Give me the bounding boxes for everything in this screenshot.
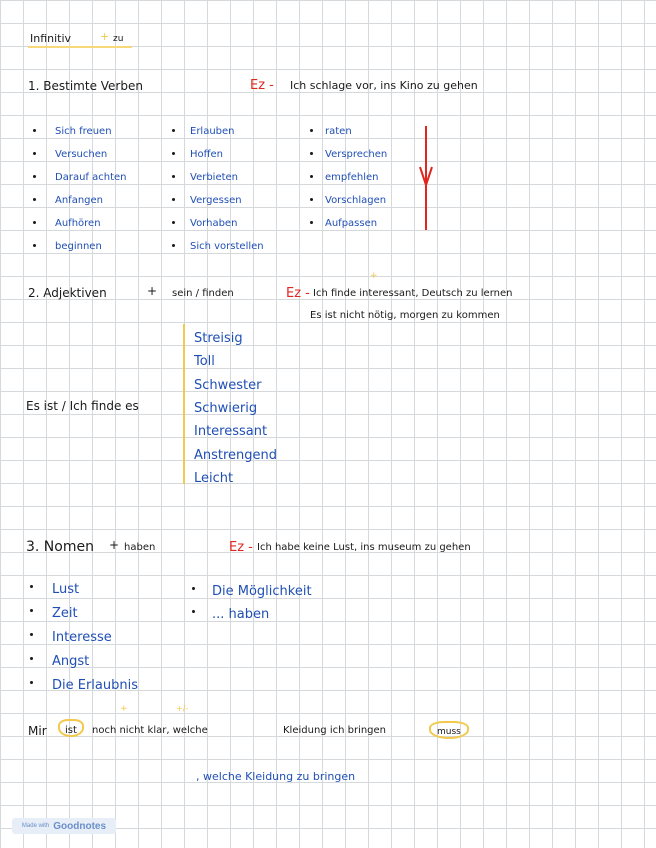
section2-heading-plus: + [147,284,158,298]
section1-list-item: Versprechen [325,149,388,160]
section3-heading: 3. Nomen [26,539,94,555]
section1-list-item: Vorschlagen [325,195,387,206]
section1-list-item: Hoffen [190,149,224,160]
section1-list-item: beginnen [55,241,102,252]
section1-example: Ich schlage vor, ins Kino zu gehen [290,79,478,92]
section3-list-item: Die Möglichkeit [212,584,312,599]
bullet-icon [310,221,313,224]
section1-example-marker: Ez - [250,78,274,93]
bullet-icon [172,129,175,132]
section1-list-item: Aufhören [55,218,101,229]
bullet-icon [30,681,33,684]
section2-example2: Es ist nicht nötig, morgen zu kommen [310,310,500,321]
section1-list-item: Vergessen [190,195,242,206]
red-arrow-icon [418,165,434,187]
title-suffix: zu [113,34,124,44]
bullet-icon [33,221,36,224]
bullet-icon [30,585,33,588]
section1-list-item: Sich freuen [55,126,112,137]
bullet-icon [30,657,33,660]
goodnotes-badge[interactable] [12,818,116,834]
section1-list-item: Anfangen [55,195,104,206]
section3-list-item: Zeit [52,606,78,621]
bullet-icon [310,152,313,155]
bullet-icon [172,244,175,247]
bullet-icon [33,175,36,178]
highlight-plus-mark: + [370,271,378,281]
bullet-icon [172,198,175,201]
bullet-icon [192,587,195,590]
section1-list-item: raten [325,126,352,137]
section1-list-item: Erlauben [190,126,235,137]
section1-list-item: Sich vorstellen [190,241,264,252]
footer-word-mir: Mir [28,724,47,738]
section1-list-item: empfehlen [325,172,379,183]
section3-heading-plus: + [109,538,120,552]
section1-list-item: Vorhaben [190,218,238,229]
bullet-icon [172,152,175,155]
page-title: Infinitiv [30,32,72,45]
section1-list-item: Verbieten [190,172,239,183]
section3-list-item: ... haben [212,607,270,622]
section2-example1: Ich finde interessant, Deutsch zu lernen [313,288,513,299]
section3-list-item: Angst [52,654,90,669]
adjective-item: Streisig [194,331,243,346]
highlight-mark-3: +/- [176,704,189,713]
section2-heading-rest: sein / finden [172,288,234,299]
section1-list-item: Versuchen [55,149,108,160]
bullet-icon [310,129,313,132]
section2-example-marker: Ez - [286,286,310,301]
bullet-icon [30,633,33,636]
section1-heading: 1. Bestimte Verben [28,79,143,93]
footer-text-part4: Kleidung ich bringen [283,725,387,736]
section3-list-item: Interesse [52,630,112,645]
bullet-icon [33,129,36,132]
adjective-item: Anstrengend [194,447,278,463]
footer-rewrite: , welche Kleidung zu bringen [196,770,356,783]
bullet-icon [33,244,36,247]
bullet-icon [33,198,36,201]
section3-list-item: Die Erlaubnis [52,678,139,693]
bullet-icon [30,609,33,612]
footer-text-part3: noch nicht klar, welche [92,725,208,736]
bullet-icon [310,198,313,201]
adjective-item: Schwester [194,377,262,393]
footer-word-ist: ist [65,725,77,736]
highlight-plus-mark-2: + [120,704,128,714]
badge-small-text: Made with [21,823,50,829]
bullet-icon [172,175,175,178]
title-underline [28,46,132,48]
section2-left-label: Es ist / Ich finde es [26,399,139,413]
bullet-icon [33,152,36,155]
badge-brand-text: Goodnotes [53,820,107,832]
footer-word-muss: muss [437,727,461,737]
adjective-item: Leicht [194,470,234,486]
adjective-item: Schwierig [194,400,258,416]
bullet-icon [192,610,195,613]
section3-heading-rest: haben [124,542,156,553]
bullet-icon [310,175,313,178]
section1-list-item: Darauf achten [55,172,127,183]
adjectives-bracket-line [183,324,185,484]
section2-heading: 2. Adjektiven [28,286,107,300]
bullet-icon [172,221,175,224]
section3-example-marker: Ez - [229,540,253,555]
section1-list-item: Aufpassen [325,218,378,229]
title-plus: + [100,30,110,43]
section3-list-item: Lust [52,582,80,597]
adjective-item: Toll [194,354,215,370]
section3-example: Ich habe keine Lust, ins museum zu gehen [257,542,471,553]
adjective-item: Interessant [194,424,268,440]
